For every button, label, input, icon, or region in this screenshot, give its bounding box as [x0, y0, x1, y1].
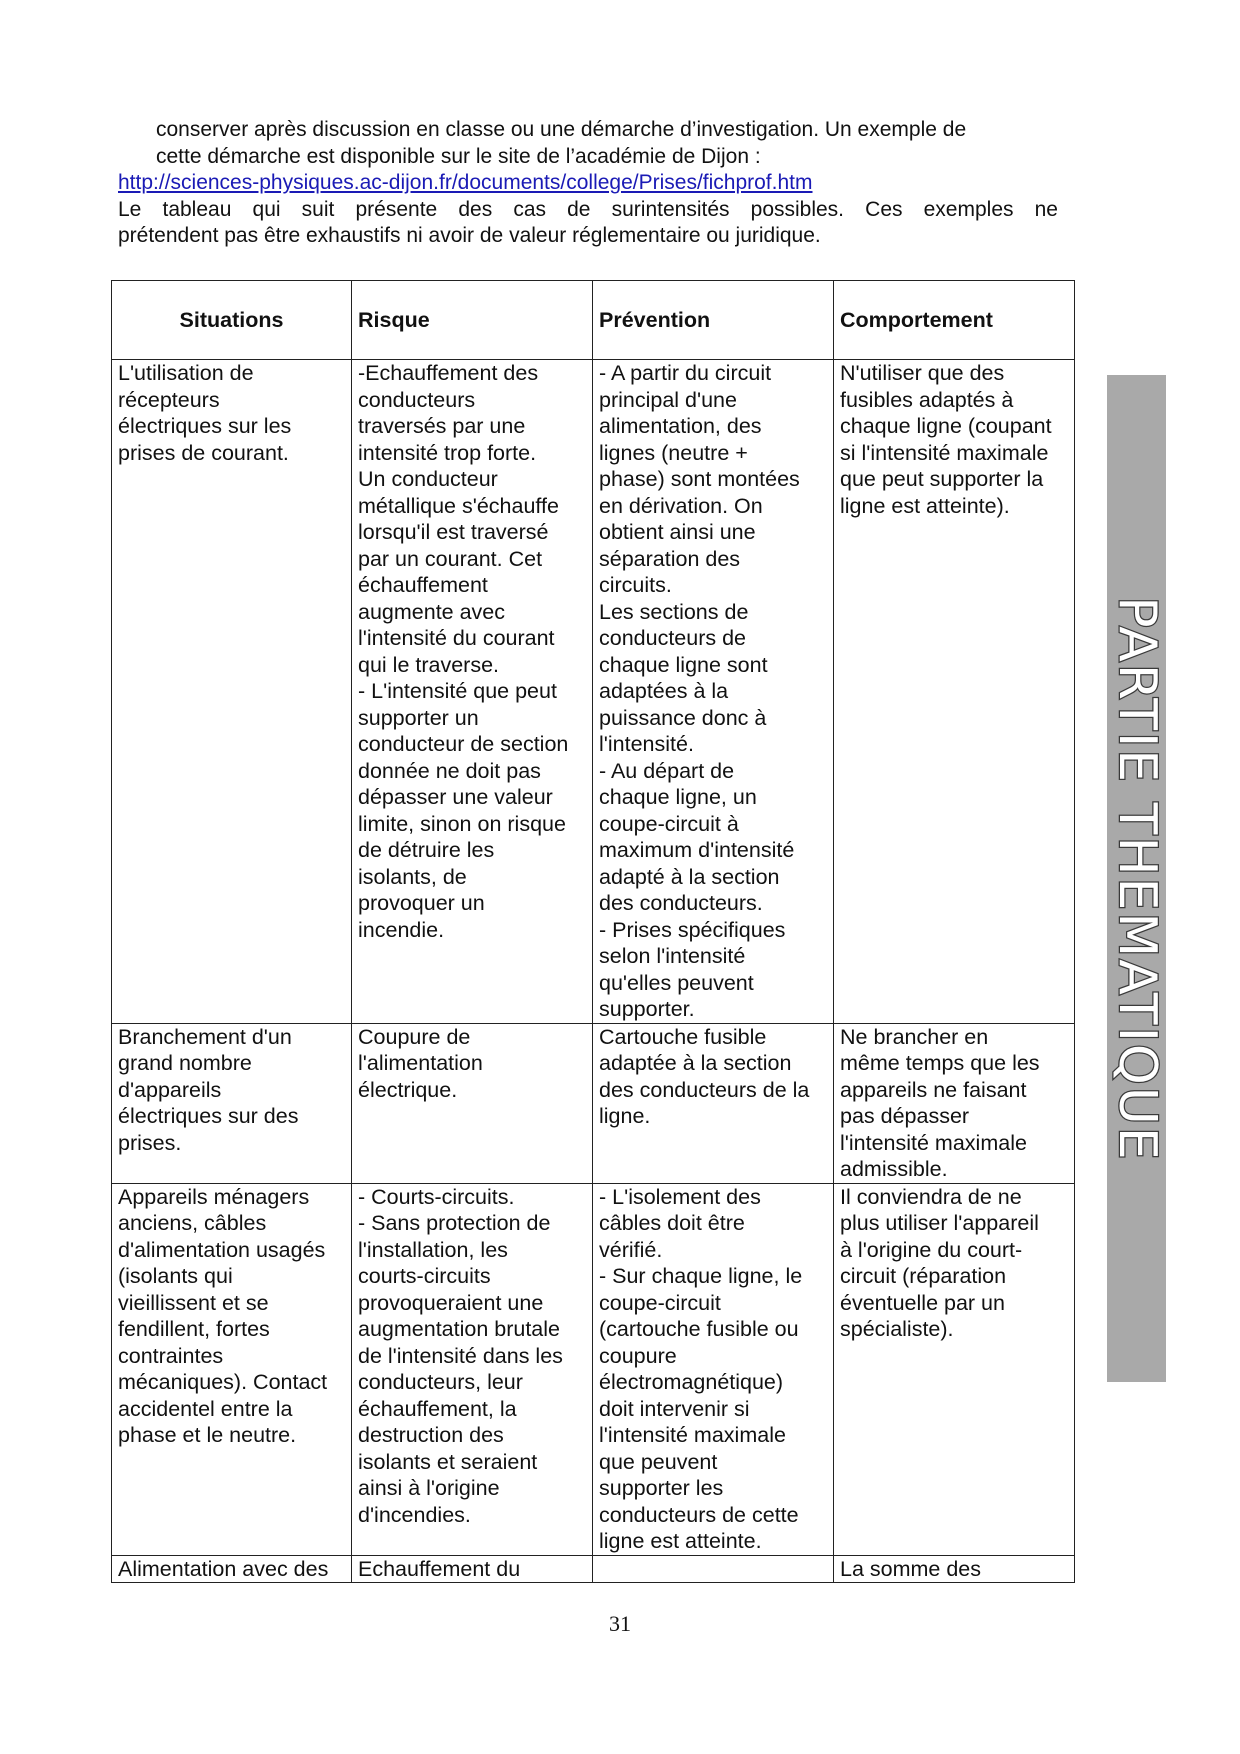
- cell-text-line: électriques sur des: [118, 1104, 299, 1128]
- cell-text-line: l'intensité maximale: [599, 1423, 786, 1447]
- cell-text-line: N'utiliser que des: [840, 361, 1005, 385]
- cell-prevention: [593, 1023, 834, 1183]
- cell-text-line: adaptées à la: [599, 679, 729, 703]
- cell-text-line: principal d'une: [599, 387, 737, 412]
- cell-text-line: l'installation, les: [358, 1237, 508, 1262]
- side-tab: [1107, 375, 1166, 1382]
- cell-text-line: contraintes: [118, 1343, 224, 1368]
- cell-text-line: intensité trop forte.: [358, 440, 537, 465]
- overcurrent-table: [111, 280, 1075, 1583]
- cell-text-line: alimentation, des: [599, 414, 762, 438]
- cell-text-line: Branchement d'un: [118, 1024, 292, 1049]
- cell-text-line: d'incendies.: [358, 1502, 471, 1527]
- cell-text-line: de détruire les: [358, 838, 495, 862]
- cell-text-line: La somme des: [840, 1556, 982, 1581]
- cell-text-line: Coupure de: [358, 1024, 471, 1049]
- cell-text-line: augmente avec: [358, 599, 506, 624]
- table-header-row: [112, 281, 1075, 360]
- cell-text-line: lorsqu'il est traversé: [358, 520, 549, 544]
- cell-text-line: adapté à la section: [599, 864, 780, 889]
- cell-text-line: - Courts-circuits.: [358, 1184, 515, 1209]
- cell-text-line: donnée ne doit pas: [358, 758, 541, 783]
- cell-text-line: - Sur chaque ligne, le: [599, 1264, 803, 1288]
- header-comportement: Comportement: [834, 281, 1075, 360]
- cell-text-line: coupe-circuit à: [599, 811, 739, 836]
- cell-text-line: l'alimentation: [358, 1051, 483, 1075]
- cell-text-line: lignes (neutre +: [599, 440, 748, 465]
- table-body: [112, 360, 1075, 1583]
- cell-text-line: Appareils ménagers: [118, 1184, 310, 1209]
- table-row: [112, 1183, 1075, 1555]
- cell-text-line: prises de courant.: [118, 440, 289, 465]
- cell-text-line: selon l'intensité: [599, 944, 746, 968]
- cell-text-line: câbles doit être: [599, 1211, 745, 1235]
- cell-text-line: anciens, câbles: [118, 1211, 267, 1235]
- header-risque: Risque: [352, 281, 593, 360]
- cell-text-line: chaque ligne (coupant: [840, 414, 1052, 438]
- cell-comportement: [834, 360, 1075, 1024]
- cell-text-line: éventuelle par un: [840, 1290, 1005, 1315]
- cell-text-line: - L'intensité que peut: [358, 679, 557, 703]
- intro-text: [118, 117, 1058, 250]
- cell-text-line: mécaniques). Contact: [118, 1370, 328, 1394]
- cell-text-line: limite, sinon on risque: [358, 811, 566, 836]
- cell-text-line: échauffement, la: [358, 1396, 517, 1421]
- cell-text-line: chaque ligne sont: [599, 652, 768, 677]
- cell-text-line: ligne est atteinte).: [840, 493, 1010, 518]
- cell-text-line: traversés par une: [358, 414, 526, 438]
- cell-text-line: séparation des: [599, 546, 741, 571]
- cell-text-line: vieillissent et se: [118, 1290, 269, 1315]
- cell-text-line: coupe-circuit: [599, 1290, 721, 1315]
- cell-text-line: doit intervenir si: [599, 1396, 750, 1421]
- cell-text-line: pas dépasser: [840, 1104, 970, 1128]
- cell-text-line: Cartouche fusible: [599, 1024, 767, 1049]
- cell-text-line: Un conducteur: [358, 467, 498, 491]
- cell-text-line: que peuvent: [599, 1449, 718, 1474]
- cell-text-line: l'intensité du courant: [358, 626, 555, 650]
- cell-text-line: d'alimentation usagés: [118, 1237, 326, 1262]
- cell-text-line: échauffement: [358, 573, 488, 597]
- table-row: [112, 1023, 1075, 1183]
- cell-text-line: ainsi à l'origine: [358, 1476, 500, 1500]
- cell-text-line: - Au départ de: [599, 758, 735, 783]
- cell-risque: [352, 360, 593, 1024]
- intro-line-2: cette démarche est disponible sur le site de l’académie de Dijon :: [156, 144, 761, 168]
- cell-risque: [352, 1555, 593, 1583]
- cell-text-line: conducteurs, leur: [358, 1370, 523, 1394]
- cell-text-line: coupure: [599, 1343, 677, 1368]
- cell-risque: [352, 1183, 593, 1555]
- cell-prevention: [593, 360, 834, 1024]
- header-prevention: Prévention: [593, 281, 834, 360]
- cell-situation: [112, 360, 352, 1024]
- cell-text-line: plus utiliser l'appareil: [840, 1211, 1039, 1235]
- cell-text-line: fusibles adaptés à: [840, 387, 1014, 412]
- cell-text-line: augmentation brutale: [358, 1317, 561, 1341]
- cell-prevention: [593, 1183, 834, 1555]
- cell-text-line: phase et le neutre.: [118, 1423, 297, 1447]
- cell-text-line: électriques sur les: [118, 414, 292, 438]
- header-situations: Situations: [112, 281, 352, 360]
- cell-text-line: Alimentation avec des: [118, 1556, 329, 1581]
- cell-comportement: [834, 1183, 1075, 1555]
- cell-text-line: même temps que les: [840, 1051, 1040, 1075]
- cell-text-line: circuits.: [599, 573, 672, 597]
- cell-text-line: vérifié.: [599, 1237, 663, 1262]
- cell-text-line: - L'isolement des: [599, 1184, 761, 1209]
- cell-text-line: que peut supporter la: [840, 467, 1044, 491]
- cell-text-line: provoqueraient une: [358, 1290, 544, 1315]
- cell-text-line: l'intensité.: [599, 732, 694, 756]
- cell-text-line: qu'elles peuvent: [599, 970, 754, 995]
- cell-text-line: conducteurs: [358, 387, 476, 412]
- cell-text-line: fendillent, fortes: [118, 1317, 270, 1341]
- cell-text-line: conducteur de section: [358, 732, 569, 756]
- table-row: [112, 1555, 1075, 1583]
- cell-text-line: isolants, de: [358, 864, 467, 889]
- cell-text-line: supporter les: [599, 1476, 724, 1500]
- cell-text-line: supporter.: [599, 997, 695, 1021]
- cell-text-line: maximum d'intensité: [599, 838, 795, 862]
- cell-text-line: (cartouche fusible ou: [599, 1317, 799, 1341]
- table-row: [112, 360, 1075, 1024]
- cell-text-line: dépasser une valeur: [358, 785, 553, 809]
- cell-text-line: ligne est atteinte.: [599, 1529, 762, 1553]
- intro-paragraph-line-1: Le tableau qui suit présente des cas de surintensités possibles. Ces exemples ne: [118, 197, 1058, 221]
- cell-text-line: récepteurs: [118, 387, 220, 412]
- cell-text-line: (isolants qui: [118, 1264, 233, 1288]
- cell-text-line: incendie.: [358, 917, 445, 942]
- cell-text-line: Les sections de: [599, 599, 749, 624]
- cell-text-line: chaque ligne, un: [599, 785, 757, 809]
- cell-text-line: isolants et seraient: [358, 1449, 538, 1474]
- cell-text-line: électromagnétique): [599, 1370, 784, 1394]
- cell-text-line: admissible.: [840, 1157, 948, 1181]
- side-tab-label: PARTIE THEMATIQUE: [1106, 595, 1167, 1162]
- cell-text-line: Il conviendra de ne: [840, 1184, 1022, 1209]
- cell-text-line: - A partir du circuit: [599, 361, 772, 385]
- dijon-link[interactable]: http://sciences-physiques.ac-dijon.fr/documents/college/Prises/fichprof.htm: [118, 171, 813, 194]
- cell-text-line: d'appareils: [118, 1077, 222, 1102]
- cell-text-line: obtient ainsi une: [599, 520, 756, 544]
- cell-text-line: en dérivation. On: [599, 493, 763, 518]
- cell-text-line: électrique.: [358, 1077, 458, 1102]
- cell-text-line: appareils ne faisant: [840, 1077, 1027, 1102]
- cell-text-line: courts-circuits: [358, 1264, 491, 1288]
- cell-text-line: métallique s'échauffe: [358, 493, 559, 518]
- cell-text-line: par un courant. Cet: [358, 546, 543, 571]
- cell-text-line: destruction des: [358, 1423, 504, 1447]
- cell-text-line: circuit (réparation: [840, 1264, 1007, 1288]
- cell-text-line: L'utilisation de: [118, 361, 254, 385]
- cell-comportement: [834, 1555, 1075, 1583]
- cell-text-line: ligne.: [599, 1104, 651, 1128]
- cell-risque: [352, 1023, 593, 1183]
- cell-text-line: des conducteurs de la: [599, 1077, 810, 1102]
- cell-situation: [112, 1183, 352, 1555]
- cell-text-line: - Prises spécifiques: [599, 917, 786, 942]
- cell-text-line: puissance donc à: [599, 705, 767, 730]
- cell-text-line: conducteurs de cette: [599, 1502, 799, 1527]
- cell-text-line: de l'intensité dans les: [358, 1343, 563, 1368]
- intro-line-1: conserver après discussion en classe ou une démarche d’investigation. Un exemple de: [156, 118, 967, 141]
- cell-text-line: spécialiste).: [840, 1317, 954, 1341]
- cell-text-line: prises.: [118, 1130, 182, 1155]
- cell-text-line: conducteurs de: [599, 626, 747, 650]
- cell-prevention: [593, 1555, 834, 1583]
- cell-text-line: grand nombre: [118, 1051, 252, 1075]
- cell-text-line: l'intensité maximale: [840, 1130, 1027, 1155]
- cell-text-line: phase) sont montées: [599, 467, 800, 491]
- cell-text-line: - Sans protection de: [358, 1211, 551, 1235]
- cell-text-line: supporter un: [358, 705, 479, 730]
- cell-text-line: Echauffement du: [358, 1556, 521, 1581]
- cell-text-line: des conducteurs.: [599, 891, 763, 915]
- cell-text-line: à l'origine du court-: [840, 1237, 1023, 1262]
- cell-text-line: si l'intensité maximale: [840, 440, 1049, 465]
- cell-text-line: provoquer un: [358, 891, 485, 915]
- cell-text-line: qui le traverse.: [358, 652, 500, 677]
- cell-text-line: adaptée à la section: [599, 1051, 792, 1075]
- intro-paragraph-line-2: prétendent pas être exhaustifs ni avoir de valeur réglementaire ou juridique.: [118, 224, 821, 247]
- cell-comportement: [834, 1023, 1075, 1183]
- cell-text-line: -Echauffement des: [358, 361, 539, 385]
- page-number: 31: [609, 1611, 631, 1636]
- cell-text-line: Ne brancher en: [840, 1024, 989, 1049]
- cell-situation: [112, 1555, 352, 1583]
- cell-situation: [112, 1023, 352, 1183]
- cell-text-line: accidentel entre la: [118, 1396, 293, 1421]
